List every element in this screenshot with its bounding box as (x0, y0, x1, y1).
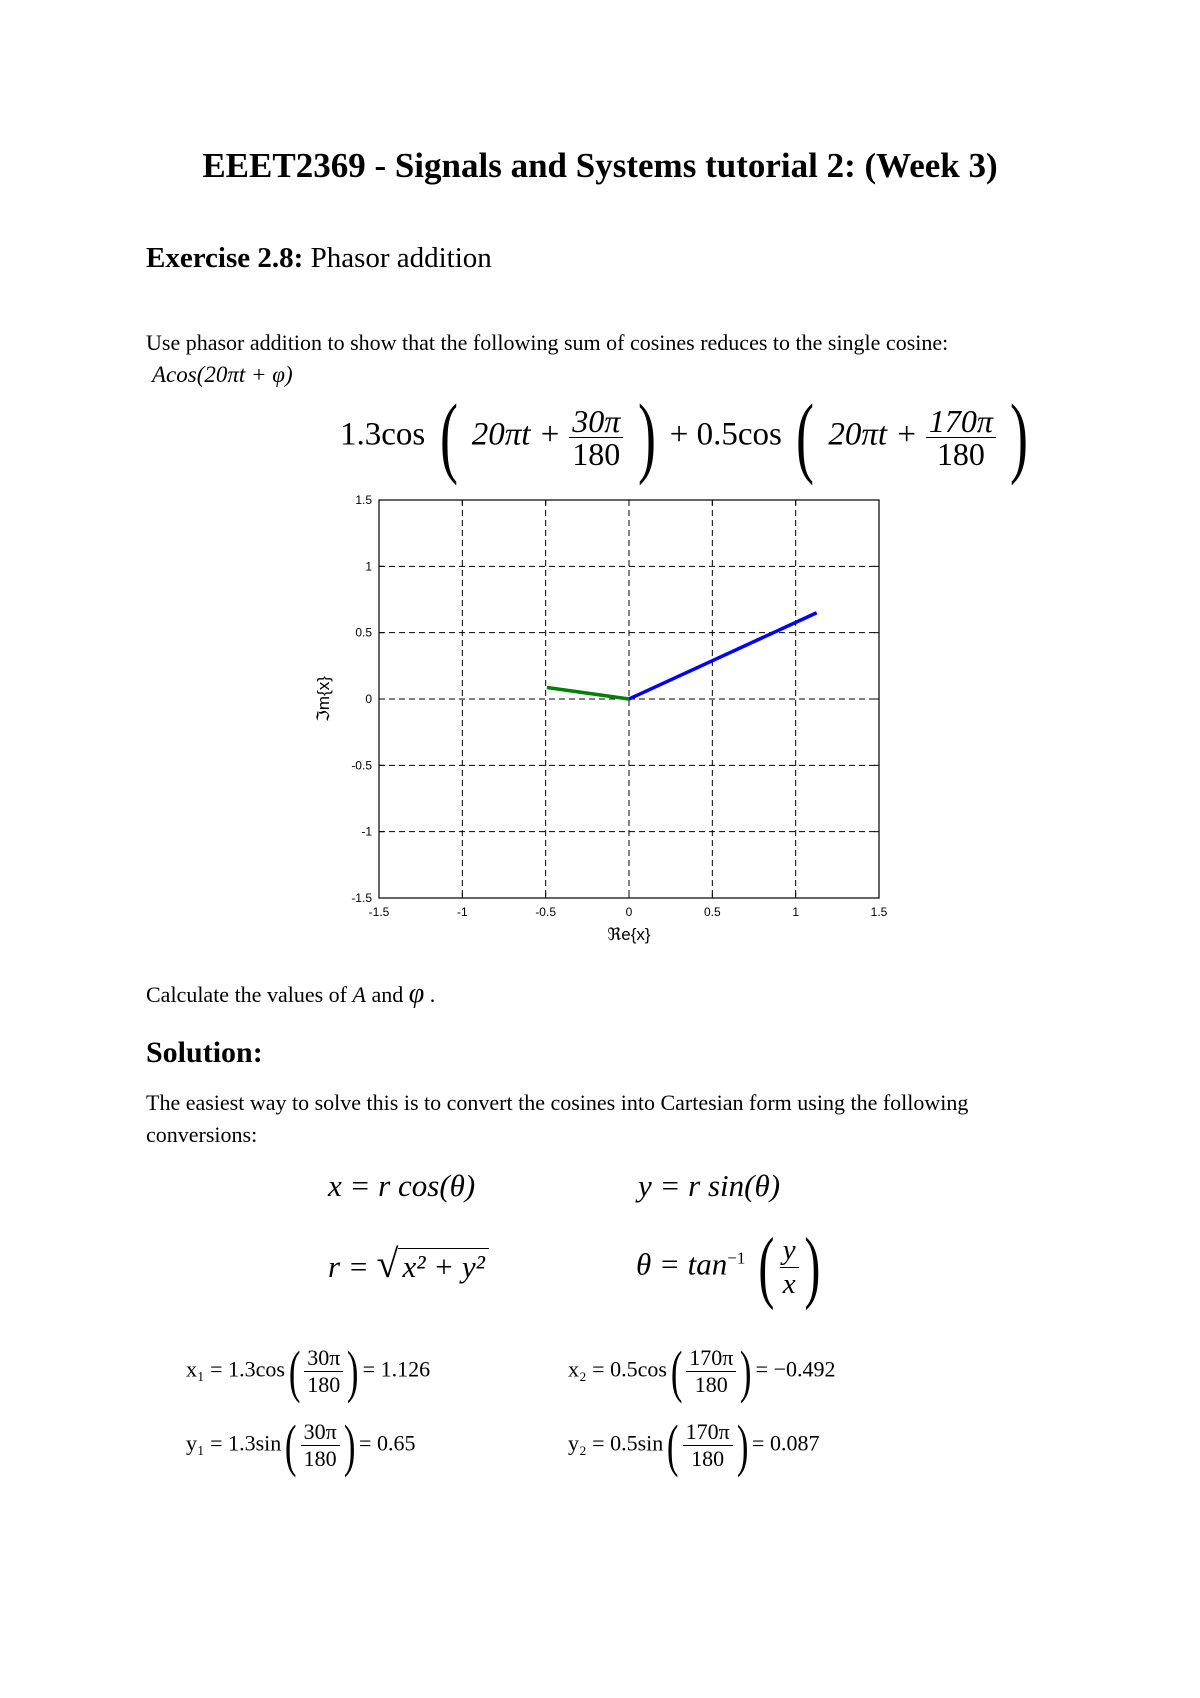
conversion-theta-lhs: θ = tan (636, 1246, 728, 1282)
eq-den-1: 180 (572, 435, 621, 472)
eq-arg-1: 20πt + (471, 416, 561, 453)
conversion-theta-frac (780, 1234, 799, 1301)
target-expression: Acos(20πt + φ) (152, 362, 293, 387)
y-tick-label: 0 (365, 692, 372, 706)
eq-num-1: 30π (569, 405, 623, 438)
value-y1-lhs: y₁ = 1.3sin (186, 1430, 282, 1456)
paren-open: ( (670, 1339, 683, 1404)
x-tick-label: -1 (456, 905, 468, 919)
exercise-heading (146, 242, 492, 275)
conversion-x: x = r cos(θ) (328, 1168, 476, 1203)
value-x2 (568, 1338, 836, 1405)
intro-text: Use phasor addition to show that the following sum of cosines reduces to the single cosine: (146, 330, 949, 355)
x-tick-label: -1.5 (368, 905, 390, 919)
value-x2-result: = −0.492 (755, 1356, 836, 1382)
eq-paren-close-2: ) (1010, 387, 1029, 486)
solution-heading: Solution: (146, 1036, 263, 1069)
calc-phi: φ (408, 978, 425, 1009)
eq-func-1: cos (381, 416, 426, 453)
value-y2-num: 170π (683, 1419, 733, 1446)
value-x2-den: 180 (694, 1372, 728, 1397)
eq-frac-2 (926, 402, 996, 472)
value-y2 (568, 1412, 819, 1479)
x-tick-label: 1.5 (870, 905, 888, 919)
eq-plus: + 0.5 (669, 416, 738, 453)
x-tick-label: 0 (625, 905, 633, 919)
value-y2-lhs: y₂ = 0.5sin (568, 1430, 664, 1456)
value-y1-frac (301, 1419, 340, 1472)
theta-paren-close: ) (803, 1223, 820, 1311)
theta-paren-open: ( (758, 1223, 775, 1311)
y-tick-label: -1.5 (351, 891, 372, 905)
conversion-r (328, 1240, 489, 1287)
eq-num-2: 170π (926, 405, 996, 438)
solution-line-2: conversions: (146, 1122, 258, 1147)
value-x1-frac (304, 1345, 343, 1398)
conversion-theta-num: y (780, 1234, 799, 1268)
paren-close: ) (347, 1339, 359, 1404)
value-y1 (186, 1412, 415, 1479)
exercise-label: Exercise 2.8: (146, 242, 304, 274)
page-title: EEET2369 - Signals and Systems tutorial 2: (Week 3) (202, 146, 998, 185)
eq-den-2: 180 (936, 435, 985, 472)
paren-close: ) (736, 1413, 749, 1478)
eq-paren-open-2: ( (796, 387, 815, 486)
calc-a: A (352, 982, 366, 1007)
calculate-line (146, 978, 435, 1010)
value-y2-den: 180 (691, 1446, 725, 1471)
value-x2-frac (686, 1345, 736, 1398)
x-tick-label: -0.5 (535, 905, 557, 919)
value-x1-result: = 1.126 (362, 1356, 431, 1382)
y-tick-label: 1 (365, 559, 372, 574)
value-y2-frac (683, 1419, 733, 1472)
value-x1-lhs: x₁ = 1.3cos (186, 1356, 285, 1382)
solution-line-1: The easiest way to solve this is to convert the cosines into Cartesian form using the following (146, 1090, 969, 1115)
value-x2-num: 170π (686, 1345, 736, 1372)
value-y2-result: = 0.087 (752, 1430, 820, 1456)
y-axis-label: ℑm{x} (314, 676, 333, 722)
exercise-name: Phasor addition (310, 242, 492, 274)
paren-close: ) (343, 1413, 356, 1478)
eq-paren-open-1: ( (439, 387, 458, 486)
conversion-y: y = r sin(θ) (638, 1168, 781, 1203)
x-tick-label: 1 (792, 905, 800, 919)
y-tick-label: 0.5 (355, 625, 372, 640)
value-y1-num: 30π (301, 1419, 340, 1446)
value-y1-den: 180 (303, 1446, 337, 1471)
sqrt-icon: √ (376, 1241, 399, 1286)
conversion-theta-sup: −1 (727, 1248, 746, 1268)
x-axis-label: ℜe{x} (607, 925, 651, 944)
calc-text-1: Calculate the values of (146, 982, 353, 1007)
paren-open: ( (667, 1413, 679, 1478)
phasor-chart (300, 488, 900, 948)
conversion-r-radicand: x² + y² (398, 1248, 489, 1284)
series-line-phasor-1 (629, 613, 817, 699)
conversion-r-lhs: r = (328, 1249, 369, 1284)
calc-text-3: . (424, 982, 436, 1007)
y-tick-label: -1 (361, 824, 372, 839)
paren-open: ( (288, 1339, 301, 1404)
value-x2-lhs: x₂ = 0.5cos (568, 1356, 667, 1382)
x-tick-label: 0.5 (703, 905, 721, 919)
eq-arg-2: 20πt + (828, 416, 918, 453)
series-line-phasor-2 (547, 687, 629, 699)
calc-text-2: and (365, 982, 409, 1007)
eq-paren-close-1: ) (637, 387, 656, 486)
eq-func-2: cos (737, 416, 782, 453)
value-x1 (186, 1338, 430, 1405)
value-x1-num: 30π (304, 1345, 343, 1372)
eq-frac-1 (569, 402, 623, 472)
paren-close: ) (740, 1339, 752, 1404)
paren-open: ( (285, 1413, 297, 1478)
conversion-theta-den: x (782, 1268, 796, 1300)
value-x1-den: 180 (307, 1372, 341, 1397)
value-y1-result: = 0.65 (359, 1430, 416, 1456)
main-equation (340, 387, 1034, 486)
conversion-theta (636, 1222, 825, 1313)
eq-amp-1: 1.3 (340, 416, 382, 453)
y-tick-label: 1.5 (355, 493, 372, 507)
y-tick-label: -0.5 (351, 758, 372, 773)
